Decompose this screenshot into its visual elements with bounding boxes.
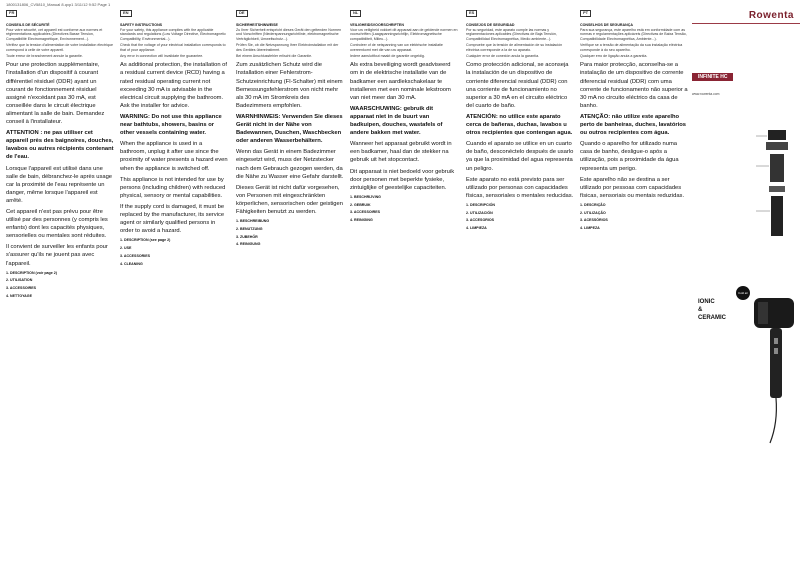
safety-big-en-3: This appliance is not intended for use by persons (including children) with reduced physical, sensory or mental capabilities. bbox=[120, 176, 226, 199]
paragraph: Para sua segurança, este aparelho está em conformidade com as normas e regulamentações aplicáveis (Directivas de Baixa Tensão, Compatibilidade Electromagnética, Ambiente...). bbox=[580, 27, 687, 42]
safety-big-pt-1: Para maior protecção, aconselha-se a instalação de um dispositivo de corrente diferencial residual (DDR) com uma corrente de funcionamento não superior a 30 mA no circuito eléctrico da casa de banho. bbox=[580, 62, 688, 109]
feature-badge bbox=[698, 298, 726, 322]
manual-page-3 bbox=[466, 10, 690, 566]
paragraph: Voor uw veiligheid voldoet dit apparaat aan de geldende normen en voorschriften (Laagspanningsrichtlijn, Elektromagnetische compatibiliteit, Milieu...). bbox=[350, 27, 458, 42]
safety-big-es-2: Cuando el aparato se utilice en un cuarto de baño, desconéctelo después de usarlo ya que la proximidad del agua representa un peligro. bbox=[466, 141, 574, 172]
cold-air-badge: Cold air shot bbox=[736, 286, 750, 300]
manual-page-1 bbox=[6, 10, 230, 566]
section-heading: 3. ACCESORIOS bbox=[466, 218, 495, 223]
paragraph: For your safety, this appliance complies with the applicable standards and regulations (Low Voltage Directive, Electromagnetic Compatibility, Environmental...). bbox=[120, 27, 226, 42]
safety-big-en-4: If the supply cord is damaged, it must be replaced by the manufacturer, its service agent or similarly qualified persons in order to avoid a hazard. bbox=[120, 203, 225, 235]
lang-tag-pt: PT bbox=[580, 10, 591, 17]
section-heading: 3. ACCESSOIRES bbox=[6, 286, 37, 291]
section-heading: 4. LIMPIEZA bbox=[466, 226, 487, 231]
section-heading: 2. UTILISATION bbox=[6, 278, 33, 283]
brand-divider bbox=[692, 23, 800, 24]
paragraph: Verifique se a tensão de alimentação da sua instalação eléctrica corresponde à do seu aparelho. bbox=[580, 42, 683, 52]
warning-de: WARNHINWEIS: Verwenden Sie dieses Gerät nicht in der Nähe von Badewannen, Duschen, Waschbecken oder anderen Wasserbehältern. bbox=[236, 113, 343, 145]
paragraph: Controleer of de netspanning van uw elektrische installatie overeenkomt met die van uw apparaat. bbox=[350, 42, 443, 52]
safety-big-pt-2: Quando o aparelho for utilizado numa casa de banho, desligue-o após a utilização, pois a proximidade da água representa um perigo. bbox=[580, 141, 679, 172]
paragraph: Any error in connection will invalidate the guarantee. bbox=[120, 53, 204, 58]
safety-big-de-2: Wenn das Gerät in einem Badezimmer eingesetzt wird, muss der Netzstecker nach dem Gebrauch gezogen werden, da die Nähe zu Wasser eine Gefahr darstellt. bbox=[236, 149, 344, 180]
column-fr bbox=[6, 10, 114, 566]
paragraph: Por su seguridad, este aparato cumple las normas y reglamentaciones aplicables (Directivas de Baja Tensión, Compatibilidad Electromagnética, Medio ambiente...). bbox=[466, 27, 557, 42]
paragraph: Qualquer erro de ligação anula a garantia. bbox=[580, 53, 648, 58]
safety-big-nl-3: Dit apparaat is niet bedoeld voor gebruik door personen met beperkte fysieke, zintuiglijke of geestelijke capaciteiten. bbox=[350, 168, 455, 191]
intro-heading-fr: CONSEILS DE SÉCURITÉ bbox=[6, 22, 50, 27]
brand-logo: Rowenta bbox=[748, 10, 794, 21]
section-heading: 1. DESCRIPTION (voir page 2) bbox=[6, 270, 57, 275]
brand-url: www.rowenta.com bbox=[692, 92, 720, 96]
column-de bbox=[236, 10, 344, 566]
section-heading: 1. DESCRIÇÃO bbox=[580, 202, 606, 207]
file-header-line: 1800131806_CV5810_Manual 8.qxp1 3/11/12 9:52 Page 1 bbox=[6, 2, 111, 7]
lang-tag-nl: NL bbox=[350, 10, 361, 17]
paragraph: Compruebe que la tensión de alimentación de su instalación eléctrica corresponde a la de su aparato. bbox=[466, 42, 563, 52]
section-heading: 4. NETTOYAGE bbox=[6, 294, 32, 299]
cover-panel bbox=[692, 8, 800, 568]
intro-heading-es: CONSEJOS DE SEGURIDAD bbox=[466, 22, 515, 27]
model-label: INFINITE HC bbox=[692, 73, 733, 81]
hair-dryer-icon bbox=[750, 288, 798, 448]
paragraph: Pour votre sécurité, cet appareil est conforme aux normes et réglementations applicables (Directives Basse Tension, Compatibilité Electromagnétique, Environnement...). bbox=[6, 27, 103, 42]
warning-es: ATENCIÓN: no utilice este aparato cerca de bañeras, duchas, lavabos u otros recipientes que contengan agua. bbox=[466, 113, 573, 137]
paragraph: Iedere aansluitfout maakt de garantie ongeldig. bbox=[350, 53, 425, 58]
lang-tag-en: EN bbox=[120, 10, 132, 17]
section-heading: 1. DESCRIPCIÓN bbox=[466, 202, 495, 207]
section-heading: 4. REINIGUNG bbox=[236, 242, 261, 247]
badge-line-1: IONIC bbox=[698, 299, 715, 305]
paragraph: Check that the voltage of your electrical installation corresponds to that of your appliance. bbox=[120, 42, 226, 52]
intro-heading-de: SICHERHEITSHINWEISE bbox=[236, 22, 278, 27]
column-en bbox=[120, 10, 228, 566]
intro-heading-pt: CONSELHOS DE SEGURANÇA bbox=[580, 22, 633, 27]
paragraph: Toute erreur de branchement annule la garantie. bbox=[6, 53, 83, 58]
manual-page-2 bbox=[236, 10, 460, 566]
safety-big-de-1: Zum zusätzlichen Schutz wird die Installation einer Fehlerstrom-Schutzeinrichtung (FI-Schalter) mit einem Bemessungsfehlerstrom von nicht mehr als 30 mA im Stromkreis des Badezimmers empfohlen. bbox=[236, 62, 343, 109]
section-heading: 3. ACESSÓRIOS bbox=[580, 218, 608, 223]
lang-tag-es: ES bbox=[466, 10, 477, 17]
column-es bbox=[466, 10, 574, 566]
section-heading: 1. BESCHREIBUNG bbox=[236, 219, 270, 224]
warning-fr: ATTENTION : ne pas utiliser cet appareil près des baignoires, douches, lavabos ou autres récipients contenant de l'eau. bbox=[6, 130, 114, 161]
paragraph: Zu Ihrer Sicherheit entspricht dieses Gerät den geltenden Normen und Vorschriften (Niederspannungsrichtlinie, elektromagnetische Verträglichkeit, Umweltschutz...). bbox=[236, 27, 342, 42]
accessory-diagram-icon bbox=[754, 126, 798, 246]
safety-big-en-1: As additional protection, the installation of a residual current device (RCD) having a rated residual operating current not exceeding 30 mA is advisable in the electrical circuit supplying the bathroom. Ask the installer for advice. bbox=[120, 62, 227, 109]
section-heading: 3. ACCESSOIRES bbox=[350, 210, 381, 215]
safety-big-es-3: Este aparato no está previsto para ser utilizado por personas con capacidades físicas, sensoriales o mentales reducidas. bbox=[466, 176, 574, 199]
safety-big-es-1: Como protección adicional, se aconseja la instalación de un dispositivo de corriente diferencial residual (DDR) con una corriente de funcionamiento no superior a 30 mA en el circuito eléctrico del cuarto de baño. bbox=[466, 62, 569, 109]
section-heading: 4. CLEANING bbox=[120, 261, 143, 266]
safety-big-nl-2: Wanneer het apparaat gebruikt wordt in een badkamer, haal dan de stekker na gebruik uit het stopcontact. bbox=[350, 141, 452, 164]
warning-nl: WAARSCHUWING: gebruik dit apparaat niet in de buurt van badkuipen, douches, wastafels of andere bakken met water. bbox=[350, 105, 443, 137]
safety-big-pt-3: Este aparelho não se destina a ser utilizado por pessoas com capacidades físicas, sensoriais ou mentais reduzidas. bbox=[580, 176, 685, 199]
safety-big-de-3: Dieses Gerät ist nicht dafür vorgesehen, von Personen mit eingeschränkten körperlichen, sensorischen oder geistigen Fähigkeiten benutzt zu werden. bbox=[236, 184, 343, 215]
section-heading: 2. UTILIZAÇÃO bbox=[580, 210, 606, 215]
safety-big-fr-3: Cet appareil n'est pas prévu pour être utilisé par des personnes (y compris les enfants) dont les capacités physiques, sensorielles ou mentales sont réduites. bbox=[6, 208, 108, 240]
safety-big-nl-1: Als extra beveiliging wordt geadviseerd om in de elektrische installatie van de badkamer een aardlekschakelaar te installeren met een nominale lekstroom van niet meer dan 30 mA. bbox=[350, 62, 451, 101]
section-heading: 2. GEBRUIK bbox=[350, 202, 371, 207]
section-heading: 3. ZUBEHÖR bbox=[236, 234, 258, 239]
paragraph: Bei einem Anschlussfehler erlischt die Garantie. bbox=[236, 53, 313, 58]
safety-big-fr-2: Lorsque l'appareil est utilisé dans une salle de bain, débranchez-le après usage car la proximité de l'eau représente un danger, même lorsque l'appareil est arrêté. bbox=[6, 165, 113, 204]
intro-heading-nl: VEILIGHEIDSVOORSCHRIFTEN bbox=[350, 22, 404, 27]
section-heading: 4. REINIGING bbox=[350, 218, 373, 223]
paragraph: Cualquier error de conexión anula la garantía. bbox=[466, 53, 540, 58]
badge-line-2: & bbox=[698, 307, 703, 313]
column-nl bbox=[350, 10, 458, 566]
section-heading: 1. BESCHRIJVING bbox=[350, 194, 381, 199]
section-heading: 2. USE bbox=[120, 246, 132, 251]
lang-tag-de: DE bbox=[236, 10, 248, 17]
lang-tag-fr: FR bbox=[6, 10, 17, 17]
badge-line-3: CERAMIC bbox=[698, 315, 726, 321]
section-heading: 3. ACCESSORIES bbox=[120, 253, 151, 258]
intro-heading-en: SAFETY INSTRUCTIONS bbox=[120, 22, 163, 27]
section-heading: 2. UTILIZACIÓN bbox=[466, 210, 493, 215]
warning-en: WARNING: Do not use this appliance near bathtubs, showers, basins or other vessels containing water. bbox=[120, 113, 222, 137]
safety-big-fr-1: Pour une protection supplémentaire, l'installation d'un dispositif à courant différentiel résiduel (DDR) ayant un courant de fonctionnement résiduel assigné n'excédant pas 30 mA, est conseillée dans le circuit électrique alimentant la salle de bain. Demandez conseil à l'installateur. bbox=[6, 62, 105, 126]
safety-big-en-2: When the appliance is used in a bathroom, unplug it after use since the proximity of water presents a hazard even when the appliance is switched off. bbox=[120, 141, 228, 172]
section-heading: 4. LIMPEZA bbox=[580, 226, 600, 231]
column-pt bbox=[580, 10, 688, 566]
warning-pt: ATENÇÃO: não utilize este aparelho perto de banheiras, duches, lavatórios ou outros recipientes com água. bbox=[580, 113, 686, 137]
safety-big-fr-4: Il convient de surveiller les enfants pour s'assurer qu'ils ne jouent pas avec l'appareil. bbox=[6, 244, 108, 267]
section-heading: 2. BENUTZUNG bbox=[236, 226, 263, 231]
section-heading: 1. DESCRIPTION (see page 2) bbox=[120, 238, 171, 243]
paragraph: Vérifiez que la tension d'alimentation de votre installation électrique correspond à celle de votre appareil. bbox=[6, 42, 113, 52]
paragraph: Prüfen Sie, ob die Netzspannung Ihrer Elektroinstallation mit der des Gerätes übereinstimmt. bbox=[236, 42, 339, 52]
